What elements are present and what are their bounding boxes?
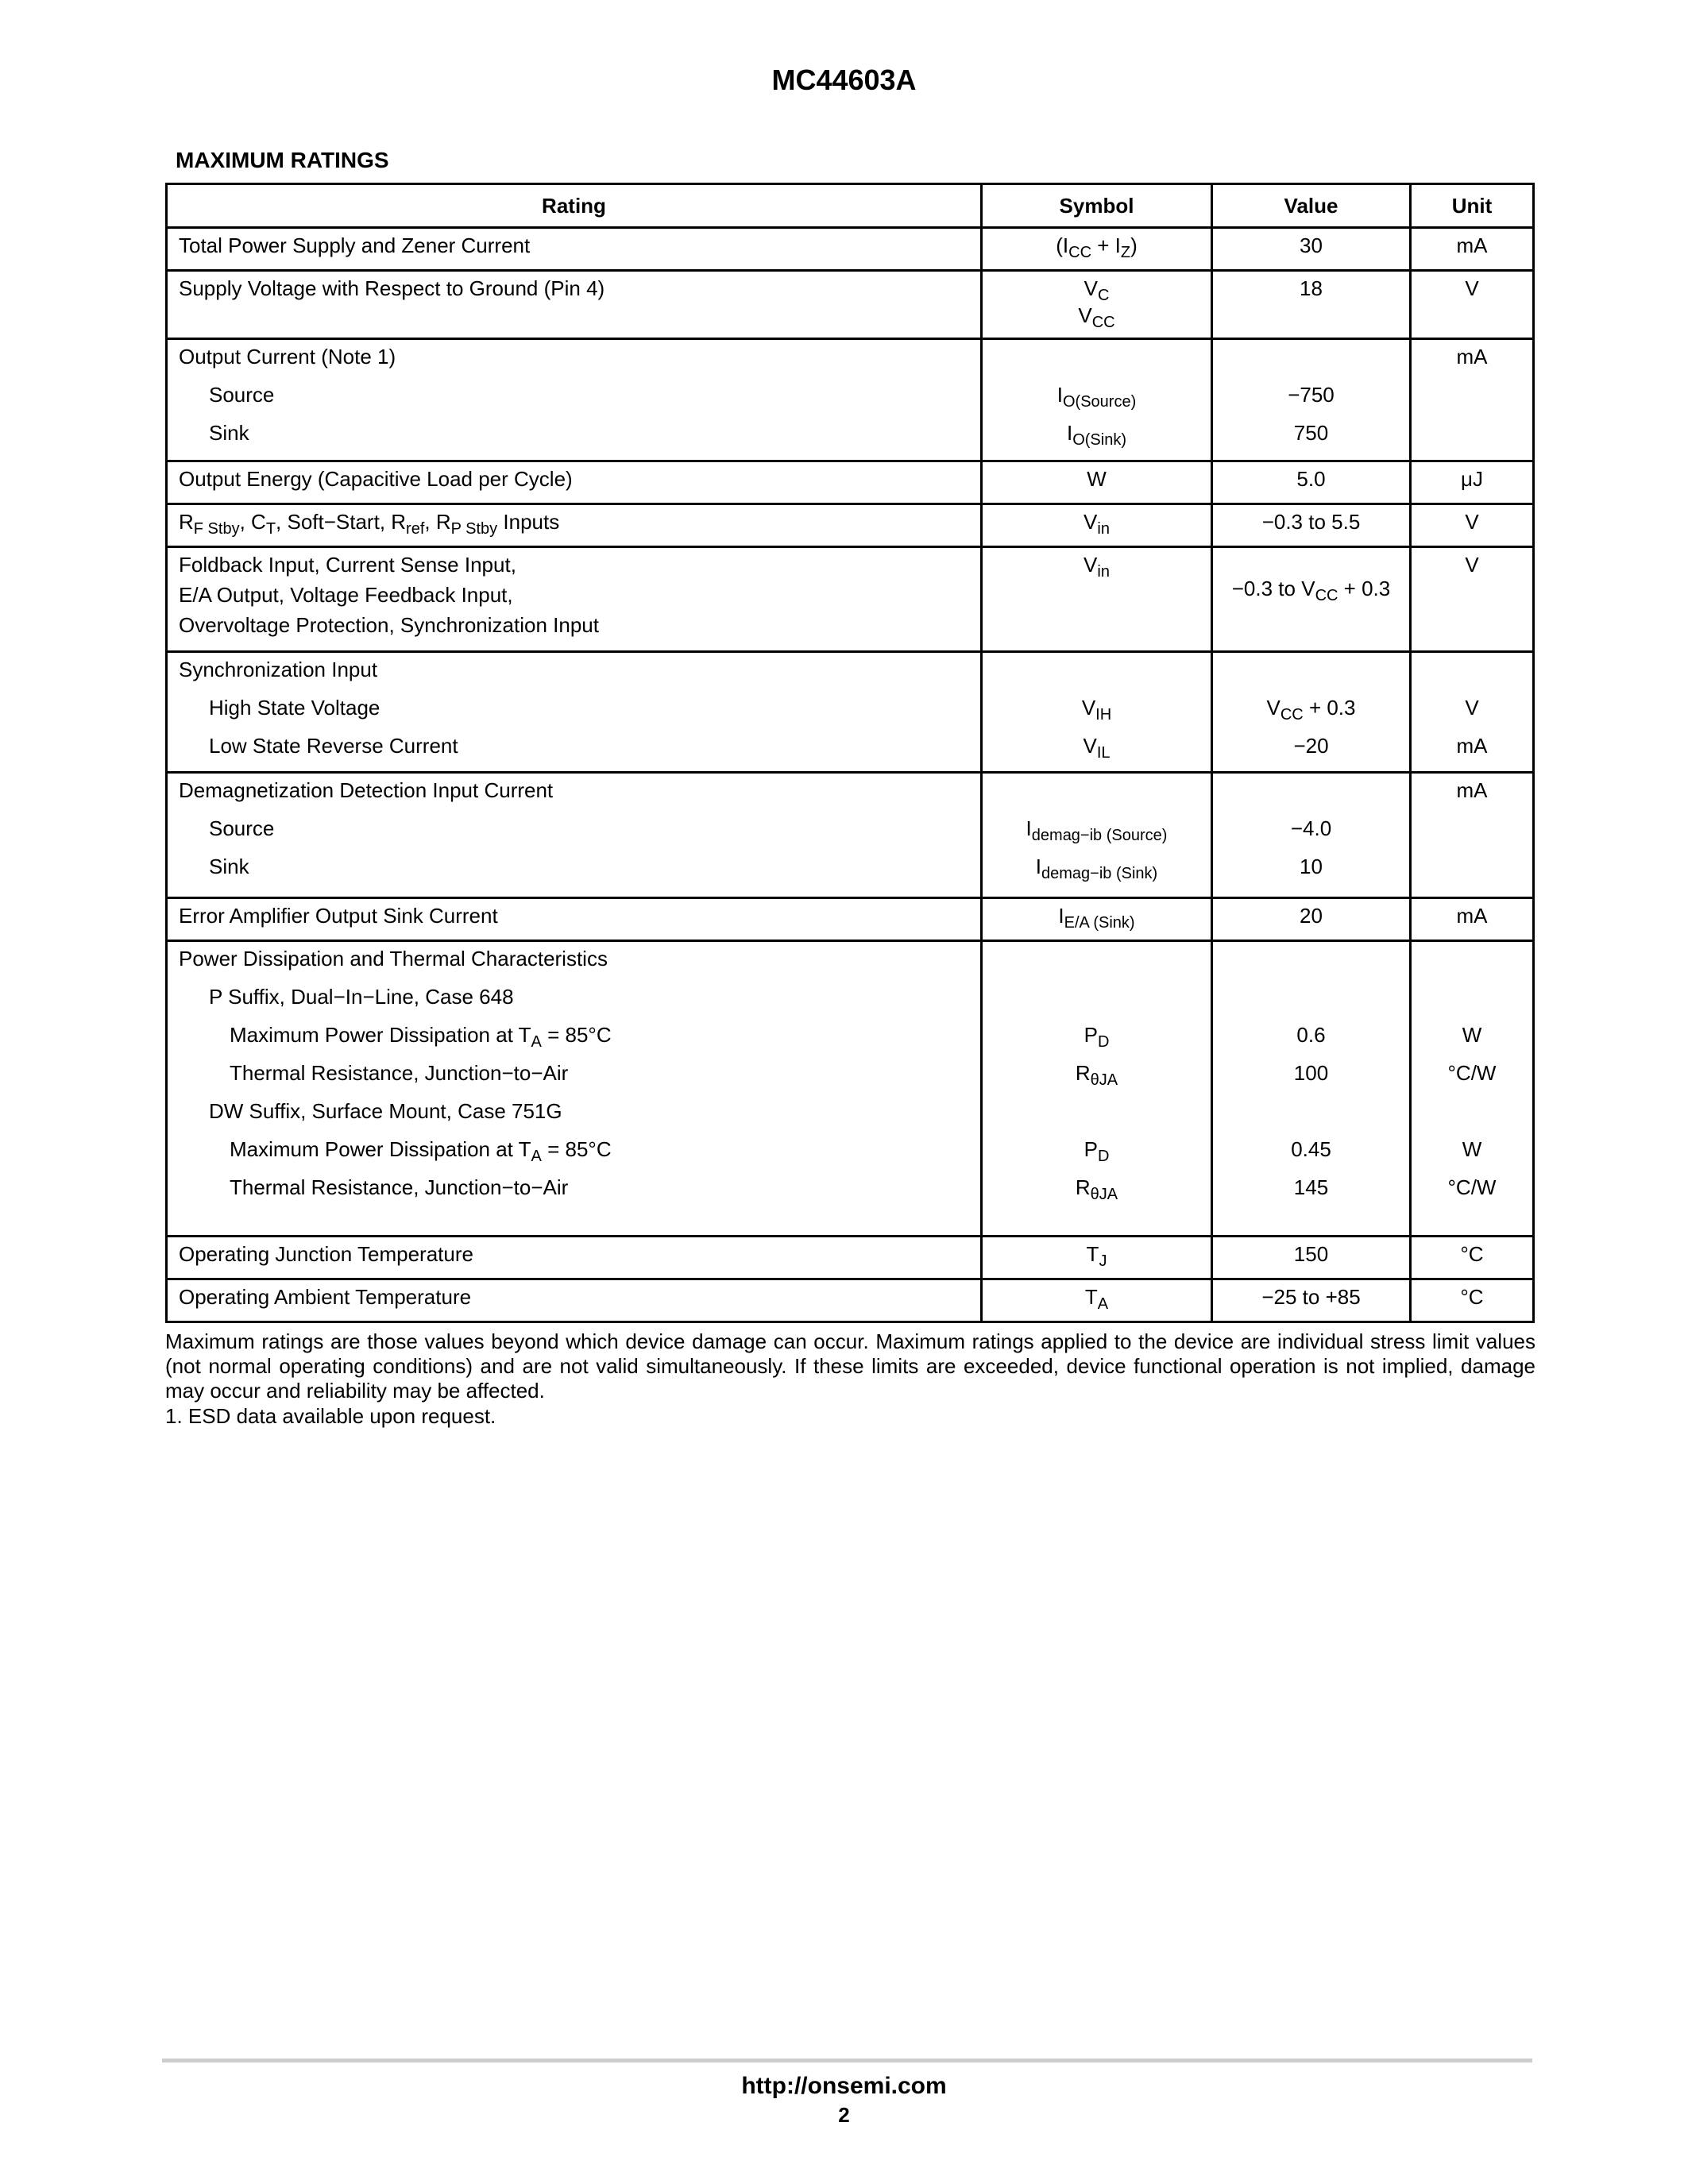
table-row [167,228,1534,271]
symbol-cell: $I_{demag-ib (Sink)}$ [1035,855,1158,882]
value-cell: −25 to +85 [1261,1285,1361,1309]
col-header-rating: Rating [167,184,982,228]
table-row [167,1237,1534,1279]
rating-cell: Operating Junction Temperature [179,1242,473,1266]
table-header-row [167,184,1534,228]
footnote-1: 1. ESD data available upon request. [165,1404,496,1428]
unit-cell: V [1465,276,1479,300]
unit-cell: V [1465,696,1479,720]
value-cell: 18 [1300,276,1323,300]
symbol-cell: $P_D$ [1083,1023,1110,1051]
table-row [167,898,1534,941]
table-row [167,941,1534,1237]
ratings-disclaimer: Maximum ratings are those values beyond which device damage can occur. Maximum ratings applied to the device are individual stress limit values (not normal operating conditions) and are not valid simultaneously. If these limits are exceeded, device functional operation is not implied, damage may occur and reliability may be affected. [165,1329,1535,1403]
value-cell: 5.0 [1296,467,1326,491]
value-cell: 10 [1300,855,1323,878]
unit-cell: mA [1456,778,1488,802]
rating-subitem: Sink [209,421,249,445]
unit-cell: W [1462,1137,1482,1161]
rating-subitem: Low State Reverse Current [209,734,458,758]
rating-cell: Demagnetization Detection Input Current [179,778,554,802]
rating-cell: Output Energy (Capacitive Load per Cycle) [179,467,573,491]
rating-cell: Power Dissipation and Thermal Characteristics [179,947,608,970]
unit-cell: mA [1456,904,1488,928]
unit-cell: mA [1456,345,1488,369]
footer-divider [162,2059,1532,2062]
symbol-cell: $V_{IL}$ [1083,734,1111,762]
rating-cell: Operating Ambient Temperature [179,1285,472,1309]
symbol-cell: $T_A$ [1084,1285,1109,1313]
table-row [167,504,1534,547]
section-title: MAXIMUM RATINGS [176,148,389,172]
rating-cell: Synchronization Input [179,658,378,681]
symbol-cell: $V_{in}$ [1083,510,1110,538]
footer-url-link[interactable]: http://onsemi.com [741,2073,947,2099]
table-row [167,773,1534,898]
value-cell: 30 [1300,233,1323,257]
symbol-cell: $T_J$ [1086,1242,1107,1270]
rating-subitem: P Suffix, Dual−In−Line, Case 648 [209,985,514,1009]
page-number: 2 [838,2103,850,2127]
symbol-cell: $V_{in}$ [1083,553,1110,581]
symbol-cell: W [1087,467,1107,491]
symbol-cell: $R_{\theta JA}$ [1075,1061,1118,1089]
rating-subitem: Source [209,816,275,840]
unit-cell: °C/W [1447,1175,1497,1199]
symbol-cell: $(I_{CC} + I_Z)$ [1056,233,1138,261]
col-header-symbol: Symbol [982,184,1212,228]
table-row [167,271,1534,339]
value-cell: 0.6 [1296,1023,1326,1047]
value-cell: 145 [1293,1175,1329,1199]
rating-cell: Supply Voltage with Respect to Ground (Pin 4) [179,276,605,300]
symbol-cell: $P_D$ [1083,1137,1110,1165]
unit-cell: °C/W [1447,1061,1497,1085]
rating-subitem: Maximum Power Dissipation at $T_A = 85^\circ C$ [230,1137,612,1165]
symbol-cell: $V_C$ [1083,276,1110,304]
unit-cell: mA [1456,233,1488,257]
rating-cell: Overvoltage Protection, Synchronization Input [179,613,599,637]
value-cell: −0.3 to $V_{CC} + 0.3$ [1231,577,1391,604]
symbol-cell: $V_{CC}$ [1078,303,1115,331]
rating-cell: Output Current (Note 1) [179,345,396,369]
rating-subitem: Sink [209,855,249,878]
value-cell: 20 [1300,904,1323,928]
unit-cell: °C [1460,1242,1484,1266]
symbol-cell: $I_{E/A (Sink)}$ [1058,904,1135,932]
value-cell: −0.3 to 5.5 [1261,510,1361,534]
rating-subitem: High State Voltage [209,696,380,720]
value-cell: −20 [1293,734,1329,758]
table-row [167,339,1534,461]
symbol-cell: $I_{O(Sink)}$ [1066,421,1127,449]
table-row [167,461,1534,504]
symbol-cell: $V_{IH}$ [1081,696,1112,723]
rating-subitem: DW Suffix, Surface Mount, Case 751G [209,1099,562,1123]
unit-cell: V [1465,553,1479,577]
unit-cell: μJ [1461,467,1483,491]
rating-cell: Total Power Supply and Zener Current [179,233,531,257]
rating-subitem: Thermal Resistance, Junction−to−Air [230,1175,569,1199]
value-cell: −750 [1288,383,1335,407]
rating-cell: E/A Output, Voltage Feedback Input, [179,583,513,607]
unit-cell: mA [1456,734,1488,758]
col-header-value: Value [1212,184,1411,228]
value-cell: 100 [1293,1061,1329,1085]
unit-cell: V [1465,510,1479,534]
table-row [167,1279,1534,1322]
symbol-cell: $R_{\theta JA}$ [1075,1175,1118,1203]
value-cell: 0.45 [1291,1137,1331,1161]
table-row [167,652,1534,773]
rating-cell: Error Amplifier Output Sink Current [179,904,498,928]
unit-cell: °C [1460,1285,1484,1309]
symbol-cell: $I_{demag-ib (Source)}$ [1026,816,1168,844]
value-cell: 150 [1293,1242,1329,1266]
maximum-ratings-table [165,183,1535,1323]
unit-cell: W [1462,1023,1482,1047]
rating-cell: $R_{F Stby}$, $C_T$, Soft−Start, $R_{ref}$, $R_{P Stby}$ Inputs [179,510,560,538]
col-header-unit: Unit [1411,184,1534,228]
rating-cell: Foldback Input, Current Sense Input, [179,553,516,577]
table-row [167,547,1534,652]
rating-subitem: Thermal Resistance, Junction−to−Air [230,1061,569,1085]
value-cell: −4.0 [1290,816,1332,840]
value-cell: $V_{CC} + 0.3$ [1266,696,1356,723]
rating-subitem: Maximum Power Dissipation at $T_A = 85^\circ C$ [230,1023,612,1051]
rating-subitem: Source [209,383,275,407]
page-title: MC44603A [771,64,917,96]
value-cell: 750 [1293,421,1329,445]
symbol-cell: $I_{O(Source)}$ [1056,383,1137,411]
